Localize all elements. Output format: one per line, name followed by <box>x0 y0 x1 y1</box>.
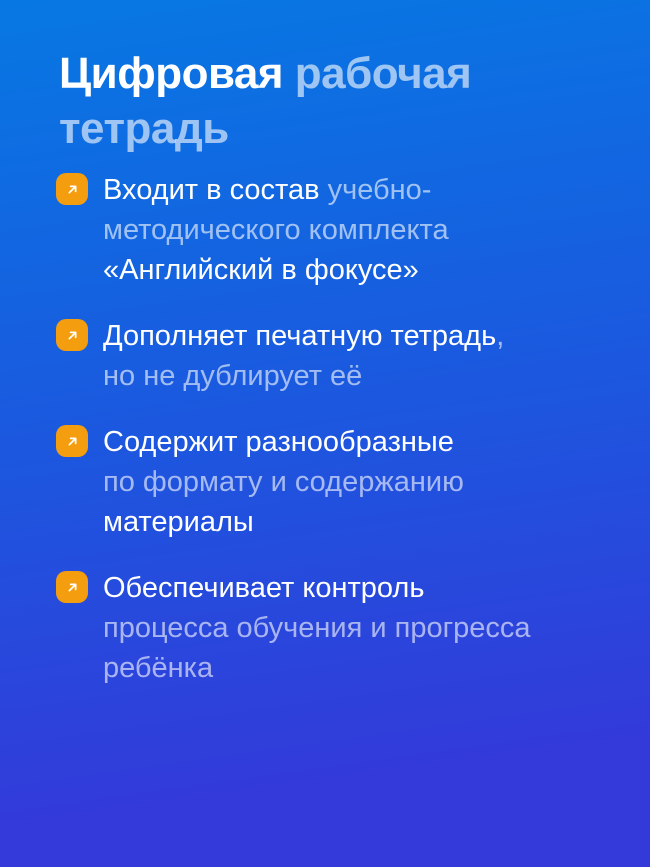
bullet-segment: ребёнка <box>103 652 214 684</box>
bullet-segment: , <box>496 320 505 352</box>
bullet-item-4 <box>56 568 616 688</box>
bullet-line <box>103 170 449 210</box>
bullet-line <box>103 356 504 396</box>
bullet-segment: Дополняет печатную тетрадь <box>103 320 497 352</box>
bullet-segment: учебно- <box>327 174 432 206</box>
bullet-segment: материалы <box>103 506 254 538</box>
bullet-segment: Содержит разнообразные <box>103 426 454 458</box>
bullet-segment: по формату и содержанию <box>103 466 464 498</box>
bullet-segment: Входит в состав <box>103 174 328 206</box>
bullet-text <box>103 568 531 688</box>
arrow-up-right-icon <box>56 173 88 205</box>
title-segment: Цифровая <box>59 49 295 98</box>
arrow-up-right-icon <box>56 571 88 603</box>
bullet-line <box>103 648 531 688</box>
bullet-segment: «Английский в фокусе» <box>103 254 419 286</box>
bullet-line <box>103 502 464 542</box>
title-segment: тетрадь <box>59 104 229 153</box>
bullet-segment: Обеспечивает контроль <box>103 572 425 604</box>
bullet-segment: процесса обучения и прогресса <box>103 612 531 644</box>
title-segment: рабочая <box>294 49 472 98</box>
arrow-up-right-icon <box>56 425 88 457</box>
bullet-line <box>103 462 464 502</box>
title-line <box>59 46 616 101</box>
page-title <box>59 46 616 156</box>
bullet-line <box>103 568 531 608</box>
bullet-item-2 <box>56 316 616 396</box>
bullet-line <box>103 210 449 250</box>
bullet-text <box>103 170 449 290</box>
bullet-text <box>103 422 464 542</box>
bullet-line <box>103 316 504 356</box>
bullet-line <box>103 250 449 290</box>
bullet-line <box>103 422 464 462</box>
arrow-up-right-icon <box>56 319 88 351</box>
bullet-item-1 <box>56 170 616 290</box>
bullet-line <box>103 608 531 648</box>
bullet-segment: но не дублирует её <box>103 360 363 392</box>
bullet-text <box>103 316 504 396</box>
title-line <box>59 101 616 156</box>
bullet-segment: методического комплекта <box>103 214 449 246</box>
bullet-list <box>56 170 616 688</box>
bullet-item-3 <box>56 422 616 542</box>
